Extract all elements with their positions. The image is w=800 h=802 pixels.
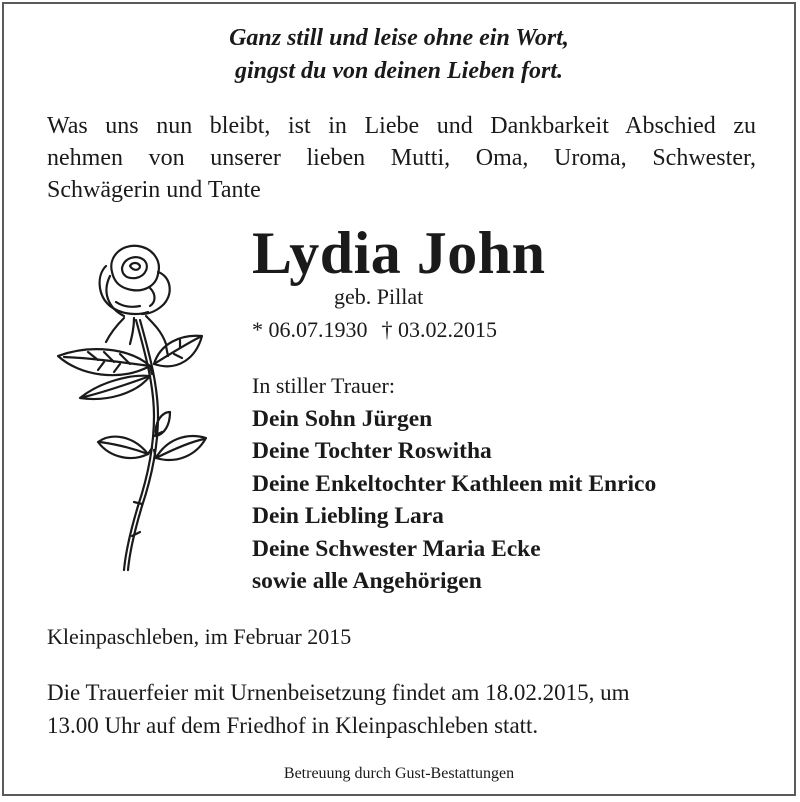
mourner-name: Deine Enkeltochter Kathleen mit Enrico [252, 470, 657, 497]
mourner-name: Dein Sohn Jürgen [252, 405, 433, 432]
funeral-line-2: 13.00 Uhr auf dem Friedhof in Kleinpaschleben statt. [47, 713, 539, 738]
mourners-heading: In stiller Trauer: [252, 373, 395, 398]
mourner-name: sowie alle Angehörigen [252, 568, 482, 594]
obituary-card [2, 2, 796, 796]
motto-verse [4, 22, 794, 88]
place-date: Kleinpaschleben, im Februar 2015 [47, 624, 352, 649]
intro-line-2: nehmen von unserer lieben Mutti, Oma, Uroma, Schwester, [47, 145, 756, 171]
funeral-notice [47, 676, 756, 742]
birth-date: * 06.07.1930 [252, 317, 368, 342]
intro-line-1: Was uns nun bleibt, ist in Liebe und Dankbarkeit Abschied zu [47, 113, 756, 139]
funeral-home-credit: Betreuung durch Gust-Bestattungen [283, 765, 515, 782]
mourner-name: Deine Tochter Roswitha [252, 438, 492, 464]
mourner-name: Deine Schwester Maria Ecke [252, 535, 541, 562]
mourners-block [252, 370, 656, 598]
funeral-line-1: Die Trauerfeier mit Urnenbeisetzung findet am 18.02.2015, um [47, 680, 630, 705]
intro-paragraph [47, 110, 756, 206]
intro-line-3: Schwägerin und Tante [47, 177, 261, 203]
mourner-name: Dein Liebling Lara [252, 503, 444, 529]
rose-icon [50, 236, 210, 576]
life-dates [252, 316, 497, 344]
motto-line-1: Ganz still und leise ohne ein Wort, [229, 25, 569, 51]
deceased-name: Lydia John [252, 220, 546, 286]
maiden-name: geb. Pillat [334, 284, 424, 309]
death-date: † 03.02.2015 [381, 317, 497, 342]
motto-line-2: gingst du von deinen Lieben fort. [234, 58, 564, 84]
